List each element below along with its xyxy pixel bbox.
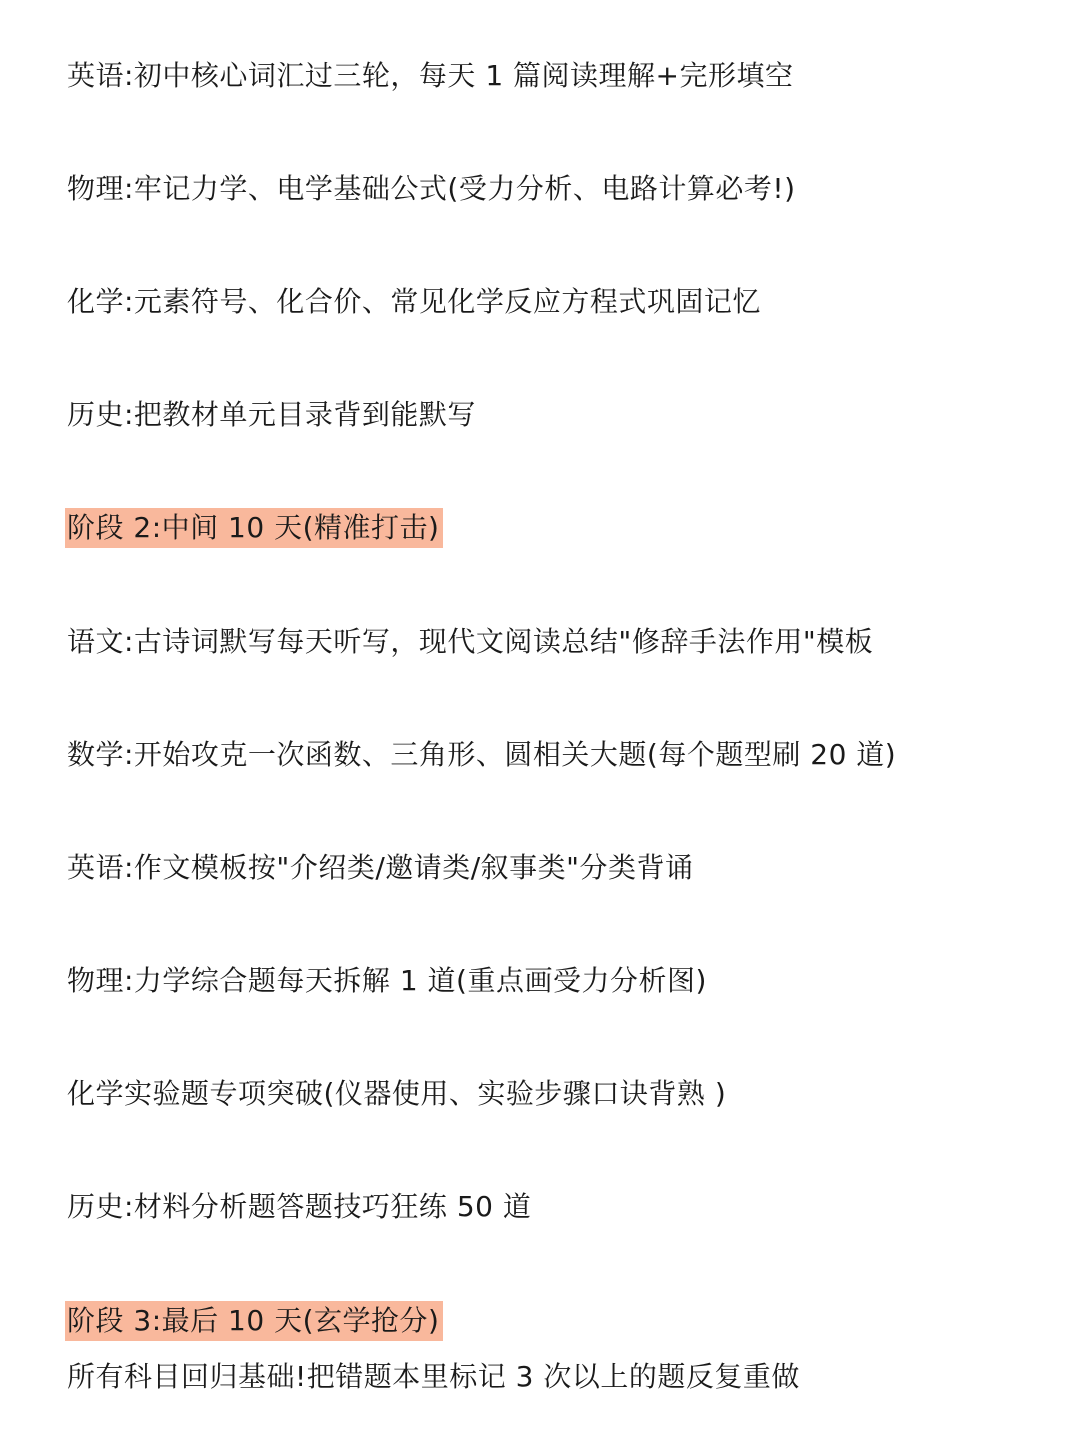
plan-line-chemistry: 化学:元素符号、化合价、常见化学反应方程式巩固记忆 [67, 285, 761, 318]
stage-2-line-chemistry: 化学实验题专项突破(仪器使用、实验步骤口诀背熟 ) [67, 1077, 727, 1110]
stage-3-heading-row [67, 1301, 443, 1341]
plan-line-history: 历史:把教材单元目录背到能默写 [67, 398, 476, 431]
stage-2-line-math: 数学:开始攻克一次函数、三角形、圆相关大题(每个题型刷 20 道) [67, 738, 897, 771]
stage-2-line-english: 英语:作文模板按"介绍类/邀请类/叙事类"分类背诵 [67, 851, 694, 884]
stage-2-line-chinese: 语文:古诗词默写每天听写，现代文阅读总结"修辞手法作用"模板 [67, 625, 874, 658]
stage-2-line-physics: 物理:力学综合题每天拆解 1 道(重点画受力分析图) [67, 964, 707, 997]
stage-2-line-history: 历史:材料分析题答题技巧狂练 50 道 [67, 1190, 532, 1223]
stage-3-heading: 阶段 3:最后 10 天(玄学抢分) [65, 1301, 443, 1341]
stage-2-heading: 阶段 2:中间 10 天(精准打击) [65, 508, 443, 548]
stage-2-heading-row [67, 508, 443, 548]
plan-line-english: 英语:初中核心词汇过三轮，每天 1 篇阅读理解+完形填空 [67, 59, 794, 92]
plan-line-physics: 物理:牢记力学、电学基础公式(受力分析、电路计算必考!) [67, 172, 796, 205]
stage-3-line-all-subjects: 所有科目回归基础!把错题本里标记 3 次以上的题反复重做 [67, 1360, 800, 1393]
